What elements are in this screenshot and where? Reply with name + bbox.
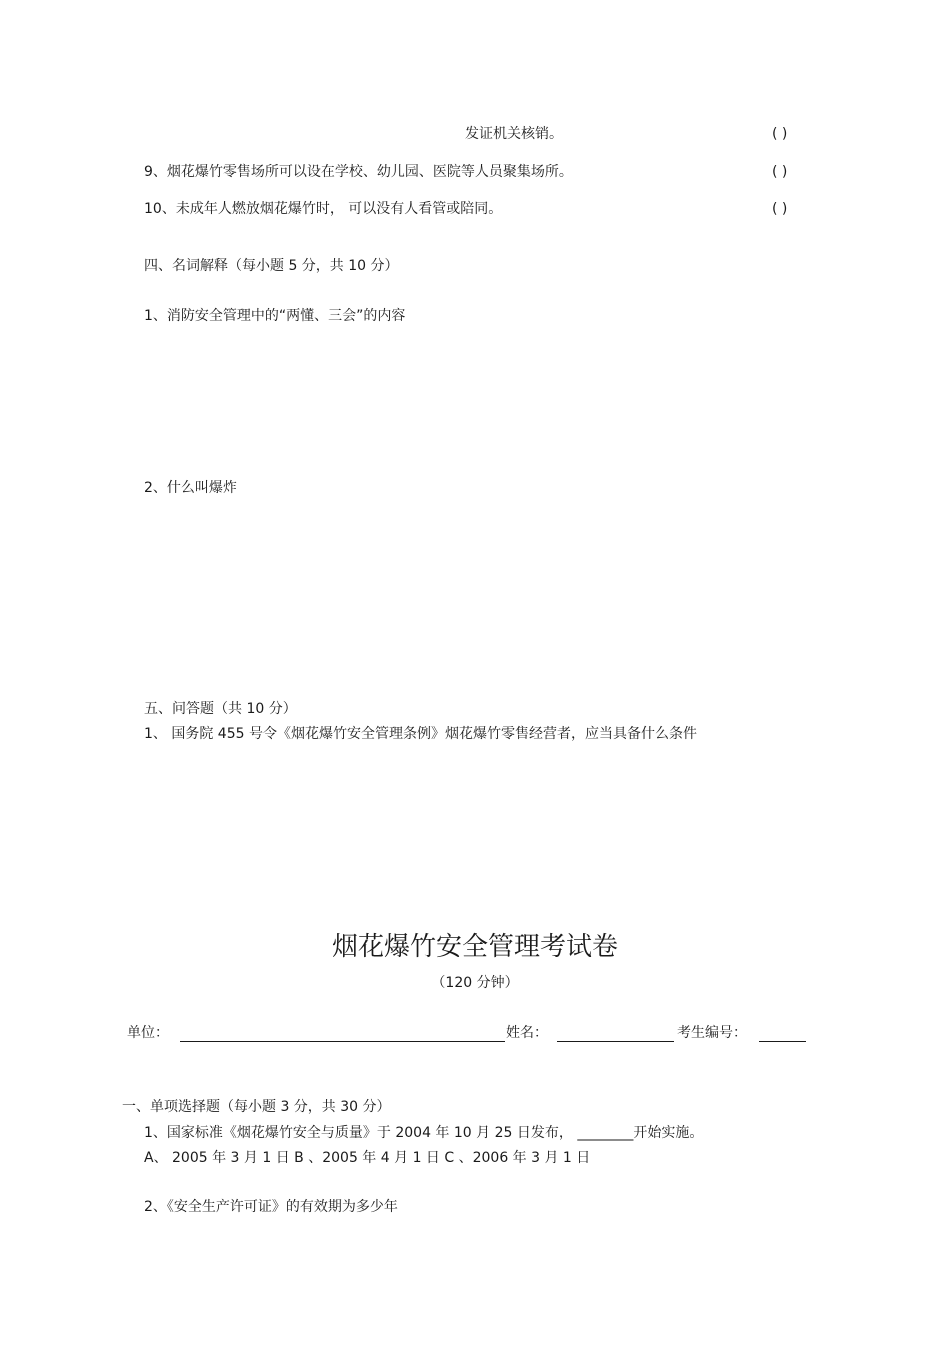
section-4-question-2: 2、什么叫爆炸: [144, 480, 237, 496]
answer-bracket-10: ( ): [772, 201, 788, 217]
answer-bracket-9: ( ): [772, 164, 788, 180]
section-1-question-1-options: A、 2005 年 3 月 1 日 B 、2005 年 4 月 1 日 C 、2006 年 3 月 1 日: [144, 1150, 591, 1166]
name-label: 姓名：: [506, 1025, 548, 1041]
section-5-heading: 五、问答题（共 10 分）: [144, 701, 297, 717]
examinee-number-label: 考生编号：: [677, 1025, 747, 1041]
name-blank[interactable]: [557, 1041, 674, 1042]
section-4-question-1: 1、消防安全管理中的“两懂、三会”的内容: [144, 308, 406, 324]
section-4-heading: 四、名词解释（每小题 5 分，共 10 分）: [144, 258, 399, 274]
section-1-question-1: 1、国家标准《烟花爆竹安全与质量》于 2004 年 10 月 25 日发布， ________开始实施。: [144, 1125, 704, 1141]
question-9: 9、烟花爆竹零售场所可以设在学校、幼儿园、医院等人员聚集场所。: [144, 164, 573, 180]
section-1-question-2: 2、《安全生产许可证》的有效期为多少年: [144, 1199, 398, 1215]
unit-label: 单位：: [127, 1025, 169, 1041]
section-5-question-1: 1、 国务院 455 号令《烟花爆竹安全管理条例》烟花爆竹零售经营者，应当具备什么条件: [144, 726, 697, 742]
section-1-heading: 一、单项选择题（每小题 3 分，共 30 分）: [122, 1099, 391, 1115]
examinee-number-blank[interactable]: [759, 1041, 806, 1042]
question-10: 10、未成年人燃放烟花爆竹时， 可以没有人看管或陪同。: [144, 201, 503, 217]
unit-blank[interactable]: [180, 1041, 505, 1042]
question-8-continuation: 发证机关核销。: [465, 126, 563, 142]
exam-duration: （120 分钟）: [431, 975, 519, 991]
exam-title: 烟花爆竹安全管理考试卷: [331, 932, 618, 962]
answer-bracket-8: ( ): [772, 126, 788, 142]
